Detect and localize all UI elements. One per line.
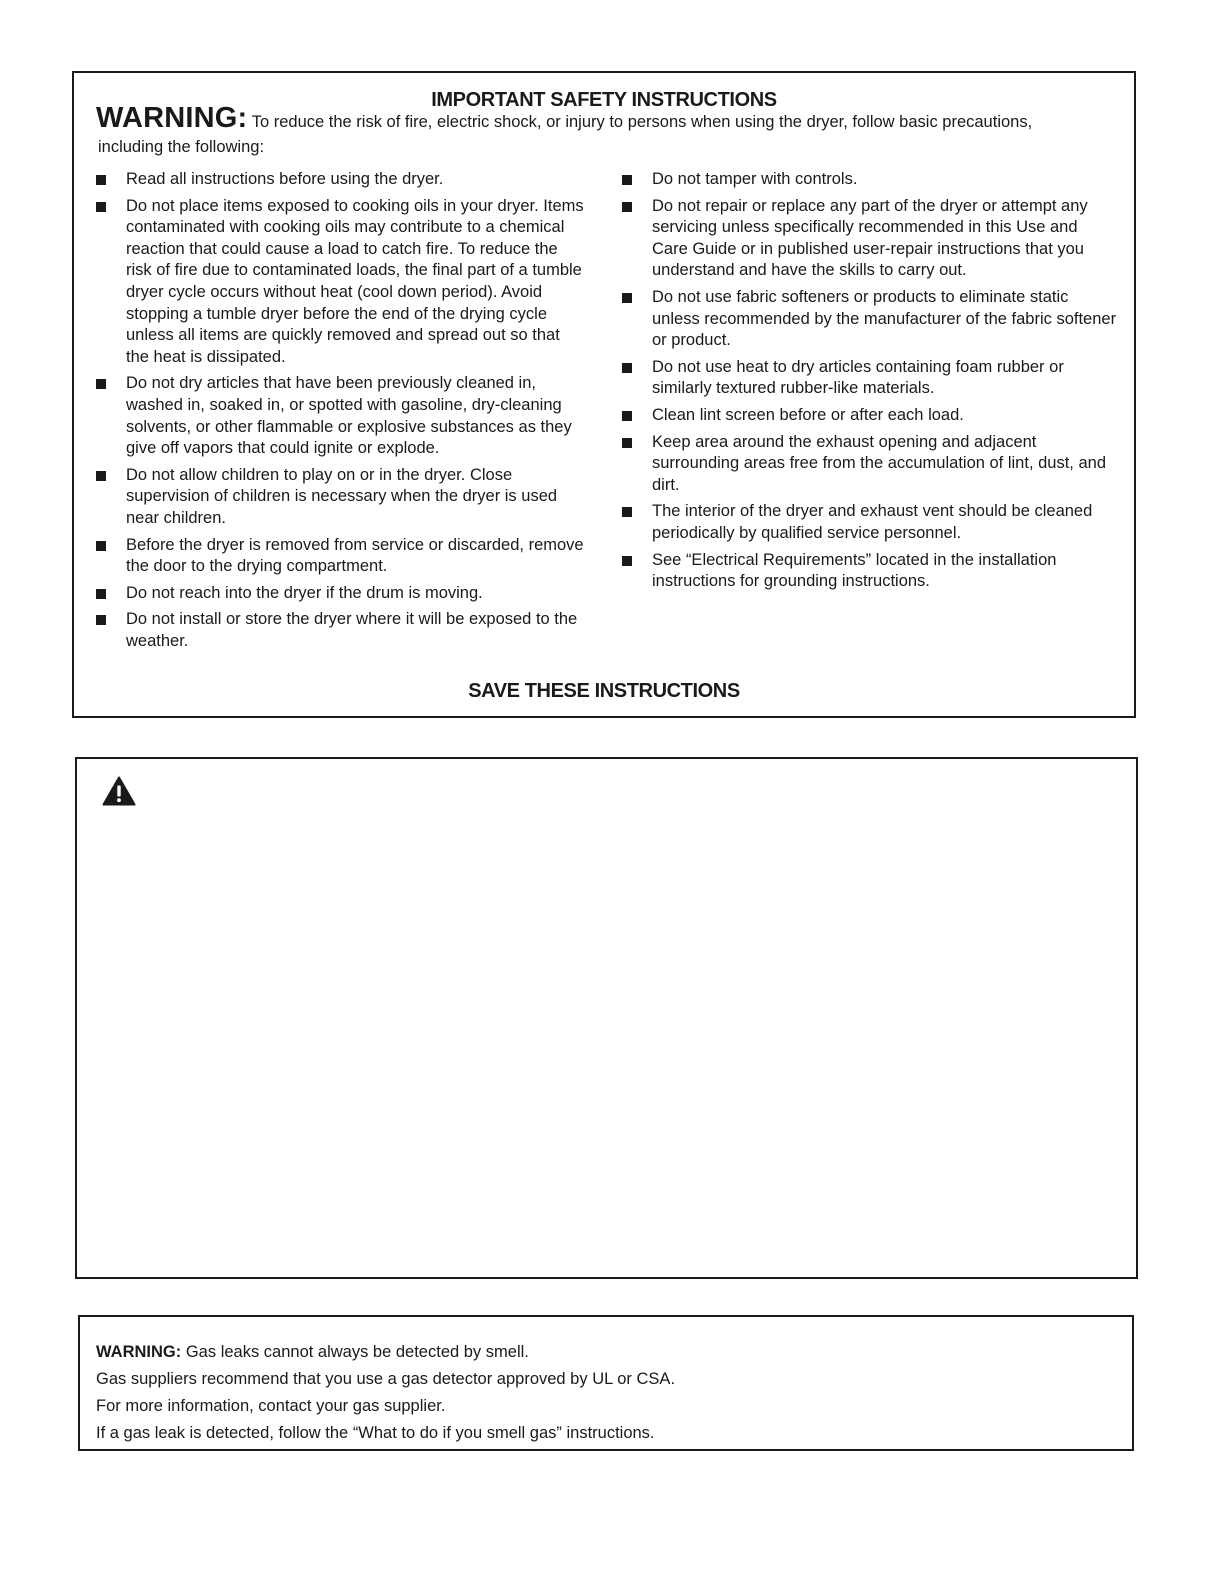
list-item: Do not tamper with controls. <box>622 169 1117 191</box>
list-item: Do not dry articles that have been previously cleaned in, washed in, soaked in, or spotted with gasoline, dry-cleaning solvents, or other flammable or explosive substances as they give off vapors that could ignite or explode. <box>96 373 584 459</box>
list-item: Do not allow children to play on or in the dryer. Close supervision of children is necessary when the dryer is used near children. <box>96 465 584 530</box>
square-bullet-icon <box>622 175 632 185</box>
right-instruction-list <box>622 169 1117 598</box>
gas-leak-line: If a gas leak is detected, follow the “What to do if you smell gas” instructions. <box>96 1424 655 1442</box>
warning-continuation: including the following: <box>98 138 265 156</box>
list-item: Read all instructions before using the dryer. <box>96 169 584 191</box>
list-item: Clean lint screen before or after each load. <box>622 405 1117 427</box>
list-item: Do not repair or replace any part of the dryer or attempt any servicing unless specifically recommended in this Use and Care Guide or in published user-repair instructions that you understand and have the skills to carry out. <box>622 196 1117 282</box>
warning-triangle-icon <box>102 776 136 806</box>
square-bullet-icon <box>622 363 632 373</box>
gas-detector-line: Gas suppliers recommend that you use a gas detector approved by UL or CSA. <box>96 1370 676 1388</box>
gas-warning-box <box>78 1315 1134 1451</box>
gas-warning-label: WARNING: <box>96 1343 182 1361</box>
hazard-box <box>75 757 1138 1279</box>
square-bullet-icon <box>96 175 106 185</box>
list-item: Do not reach into the dryer if the drum is moving. <box>96 583 584 605</box>
warning-lead-text: To reduce the risk of fire, electric shock, or injury to persons when using the dryer, follow basic precautions, <box>251 113 1033 131</box>
list-item: Before the dryer is removed from service or discarded, remove the door to the drying compartment. <box>96 535 584 578</box>
list-item: Do not install or store the dryer where it will be exposed to the weather. <box>96 609 584 652</box>
square-bullet-icon <box>96 202 106 212</box>
left-instruction-list <box>96 169 584 657</box>
gas-warning-line <box>96 1341 529 1363</box>
gas-info-line: For more information, contact your gas supplier. <box>96 1397 446 1415</box>
safety-title: IMPORTANT SAFETY INSTRUCTIONS <box>431 89 777 111</box>
list-item: See “Electrical Requirements” located in the installation instructions for grounding instructions. <box>622 550 1117 593</box>
list-item: Do not use fabric softeners or products to eliminate static unless recommended by the manufacturer of the fabric softener or product. <box>622 287 1117 352</box>
square-bullet-icon <box>622 507 632 517</box>
square-bullet-icon <box>622 556 632 566</box>
list-item: Keep area around the exhaust opening and adjacent surrounding areas free from the accumulation of lint, dust, and dirt. <box>622 432 1117 497</box>
square-bullet-icon <box>96 615 106 625</box>
square-bullet-icon <box>96 471 106 481</box>
list-item: The interior of the dryer and exhaust vent should be cleaned periodically by qualified service personnel. <box>622 501 1117 544</box>
safety-instructions-box <box>72 71 1136 718</box>
square-bullet-icon <box>96 541 106 551</box>
gas-warning-text: Gas leaks cannot always be detected by smell. <box>185 1343 529 1361</box>
list-item: Do not use heat to dry articles containing foam rubber or similarly textured rubber-like materials. <box>622 357 1117 400</box>
square-bullet-icon <box>96 589 106 599</box>
save-instructions-title: SAVE THESE INSTRUCTIONS <box>468 680 740 702</box>
square-bullet-icon <box>622 202 632 212</box>
square-bullet-icon <box>622 293 632 303</box>
square-bullet-icon <box>96 379 106 389</box>
warning-label: WARNING: <box>96 102 248 134</box>
list-item: Do not place items exposed to cooking oils in your dryer. Items contaminated with cooking oils may contribute to a chemical reaction that could cause a load to catch fire. To reduce the risk of fire due to contaminated loads, the final part of a tumble dryer cycle occurs without heat (cool down period). Avoid stopping a tumble dryer before the end of the drying cycle unless all items are quickly removed and spread out so that the heat is dissipated. <box>96 196 584 369</box>
square-bullet-icon <box>622 438 632 448</box>
warning-statement <box>96 102 1126 134</box>
square-bullet-icon <box>622 411 632 421</box>
